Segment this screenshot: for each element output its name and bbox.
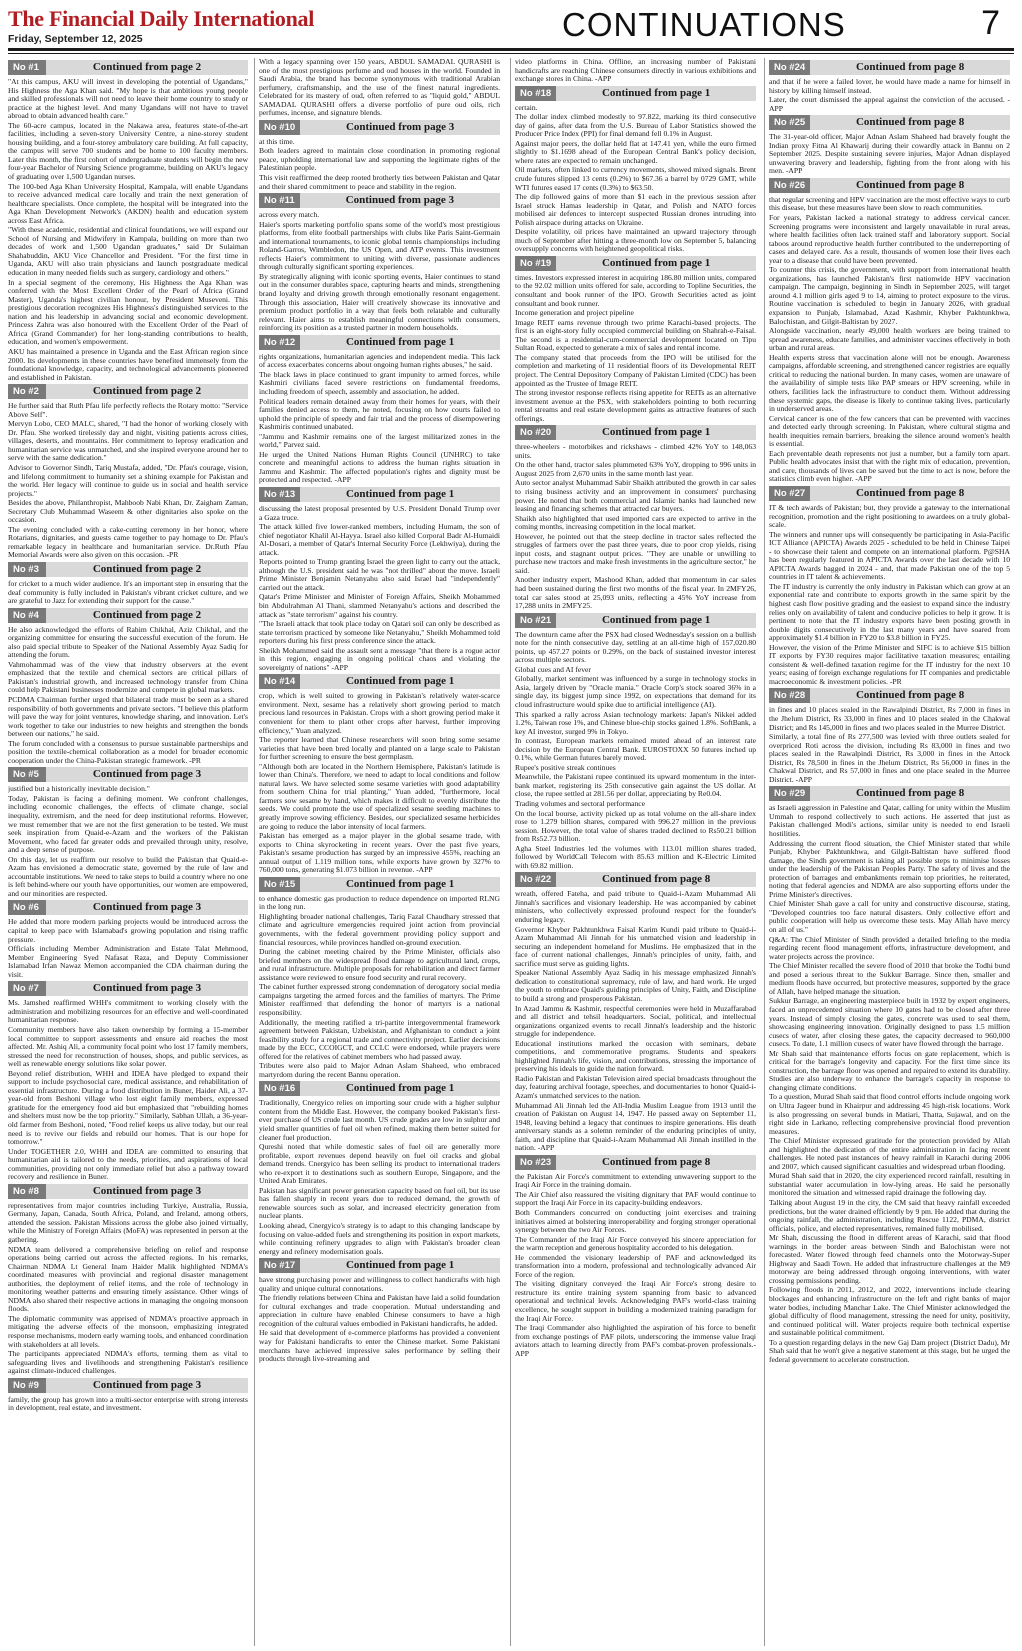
- masthead: [0, 0, 1022, 50]
- article-paragraph: certain.: [515, 102, 538, 112]
- continuation-number: No #17: [259, 1258, 300, 1273]
- article-paragraph: The Chief Minister expressed gratitude for the protection provided by Allah and highlighted the dedication of the entire administration in facing recent challenges. He noted past instances of heavy rainfall in Karachi during 2006 and 2007, which caused significant casualties and widespread urban flooding.: [769, 1136, 1010, 1171]
- column-2: [254, 58, 500, 1646]
- article-paragraph: that regular screening and HPV vaccination are the most effective ways to curb this disease, but these measures have been slow to reach communities.: [769, 194, 1010, 213]
- continuation-title: Continued from page 3: [345, 120, 455, 133]
- article-paragraph: Global cues and AI fever: [515, 664, 591, 674]
- article-paragraph: in fines and 10 places sealed in the Rawalpindi District, Rs 7,000 in fines in the Jhelum District, Rs 33,000 in fines and 10 places sealed in the Chakwal District; and Rs 145,000 in fines and two places sealed in the Murree District.: [769, 705, 1010, 732]
- article-paragraph: rights organizations, humanitarian agencies and independent media. This lack of access exacerbates concerns about ongoing human rights abuses," he said.: [259, 351, 500, 370]
- article-paragraph: The diplomatic community was apprised of NDMA's proactive approach in mitigating the adverse effects of the monsoon, emphasizing integrated response mechanisms, modern early warning tools, and enhanced coordination with stakeholders at all levels.: [8, 1313, 248, 1349]
- continuation-header: [259, 877, 500, 892]
- continuation-number: No #15: [259, 877, 300, 892]
- continuation-title: Continued from page 1: [601, 426, 711, 439]
- article-paragraph: Both leaders agreed to maintain close coordination in promoting regional peace, upholding international law and supporting the legitimate rights of the Palestinian people.: [259, 146, 500, 173]
- article-paragraph: Following floods in 2011, 2012, and 2022, interventions include clearing blockages and enhancing infrastructure on the left and right banks of major water bodies, including Manchar Lake. The Chief Minister acknowledged the global difficulty of flood management, stressing the need for unity, positivity, and continued political will. Water projects require both technical expertise and sustainable political commitment.: [769, 1285, 1010, 1338]
- article-paragraph: Radio Pakistan and Pakistan Television aired special broadcasts throughout the day, featuring archival footage, speeches, and documentaries to honor Quaid-i-Azam's unmatched services to the nation.: [515, 1073, 756, 1100]
- article-paragraph: On this day, let us reaffirm our resolve to build the Pakistan that Quaid-e-Azam has envisioned a democratic state, governed by the rule of law and accountable institutions. We need to take steps to build a country where no one is left behind-where our youth have opportunities, our women are empowered, and our minorities are respected.: [8, 854, 248, 898]
- article-paragraph: To a question regarding delays in the new Gaj Dam project (District Dadu), Mr Shah said that he won't give a negative statement at this stage, but he urged the federal government to accelerate construction.: [769, 1337, 1010, 1364]
- continuation-article: [259, 1258, 500, 1363]
- article-paragraph: The forum concluded with a consensus to pursue sustainable partnerships and position the textile-chemical collaboration as a model for broader economic cooperation under the China-Pakistan strategic framework. -PR: [8, 738, 248, 765]
- article-paragraph: Traditionally, Cnergyico relies on importing sour crude with a higher sulphur content from the Middle East. However, the company booked Pakistan's first-ever purchase of US crude last month. US crude grades are low in sulphur and yield smaller quantities of fuel oil when refined, making them better suited for cleaner fuel production.: [259, 1098, 500, 1142]
- continuation-title: Continued from page 2: [92, 562, 202, 575]
- continuation-number: No #22: [515, 872, 556, 887]
- continuation-number: No #4: [8, 608, 46, 623]
- article-paragraph: The dip followed gains of more than $1 each in the previous session after Israel struck Hamas leadership in Qatar, and Polish and NATO forces mobilised air defences to intercept suspected Russian drones intruding into Polish airspace during attacks on Ukraine.: [515, 192, 756, 227]
- article-paragraph: "At this campus, AKU will invest in developing the potential of Ugandans," His Highness the Aga Khan said. "My hope is that ambitious young people and skilled professionals will not need to leave their home country to study or practice at the highest level. And many Ugandans will not have to travel abroad to obtain advanced health care.": [8, 77, 248, 121]
- continuation-header: [769, 688, 1010, 703]
- continuation-title: Continued from page 1: [601, 256, 711, 269]
- article-paragraph: AKU has maintained a presence in Uganda and the East African region since 2000. Its developments in these countries have benefited immensely from the foundational knowledge, capacity, and technological advancements pioneered and established in Pakistan.: [8, 346, 248, 382]
- continuation-header: [8, 900, 248, 915]
- page-number: 7: [981, 4, 1000, 42]
- continuation-article: [769, 786, 1010, 1364]
- article-paragraph: During the cabinet meeting chaired by the Prime Minister, officials also briefed members on the widespread flood damage to agricultural land, crops, and rural infrastructure. Multiple proposals for rehabilitation and direct farmer assistance were reviewed to ensure food security and rural recovery.: [259, 947, 500, 982]
- continuation-header: [259, 674, 500, 689]
- continuation-title: Continued from page 3: [92, 768, 202, 781]
- article-paragraph: "Although both are located in the Northern Hemisphere, Pakistan's latitude is lower than China's. Therefore, we need to adapt to local conditions and follow natural laws. We have selected some sesame varieties with good adaptability from southern China for trial planting," Yuan added, "furthermore, local farmers sow sesame by hand, which makes it difficult to evenly distribute the seeds. We could promote the use of specialized sesame seeding machines to greatly improve sowing efficiency. Besides, our specialized sesame herbicides are going to reduce the labor intensity of local farmers.: [259, 761, 500, 831]
- article-paragraph: The 60-acre campus, located in the Nakawa area, features state-of-the-art facilities, including a seven-story University Centre, a nine-storey student housing building, and a four-storey ambulatory care building. At full capacity, the campus will serve 700 students and be home to 100 faculty members. Later this month, the first cohort of undergraduate students will begin the new four-year Bachelor of Nursing Science programme, building on AKU's legacy of graduating over 1,500 Ugandan nurses.: [8, 120, 248, 182]
- article-paragraph: Under TOGETHER 2.0, WHH and IDEA are committed to ensuring that humanitarian aid is tailored to the needs, priorities, and aspirations of local communities, providing not only immediate relief but also a pathway toward recovery and resilience in Buner.: [8, 1146, 248, 1182]
- continuation-title: Continued from page 1: [345, 1082, 455, 1095]
- continuation-title: Continued from page 1: [345, 335, 455, 348]
- article-paragraph: Community members have also taken ownership by forming a 15-member local committee to support assessments and ensure aid reaches the most affected. Mr. Ashiq Ali, a community focal point who lost 17 family members, stressed the need for reconstruction of houses, shops, and public services, as well as renewable energy solutions like solar power.: [8, 1024, 248, 1069]
- continuation-article: [259, 674, 500, 874]
- article-paragraph: Speaker National Assembly Ayaz Sadiq in his message emphasized Jinnah's dedication to constitutional supremacy, rule of law, and hard work. He urged the youth to embrace Quaid's guiding principles of Unity, Faith, and Discipline to build a strong and prosperous Pakistan.: [515, 968, 756, 1003]
- continuation-number: No #29: [769, 786, 810, 801]
- continuation-article: [8, 1184, 248, 1376]
- article-paragraph: Besides the above, Philanthropist, Mahboob Nabi Khan, Dr. Zaigham Zaman, Secretary Club Muhammad Waseem & other dignitaries also spoke on the occasion.: [8, 498, 248, 525]
- continuation-article: [8, 981, 248, 1181]
- continuation-title: Continued from page 8: [601, 873, 711, 886]
- continuation-header: [8, 767, 248, 782]
- article-paragraph: Oil markets, often linked to currency movements, showed mixed signals. Brent crude futures slipped 13 cents (0.2%) to $67.36 a barrel by 0729 GMT, while WTI futures eased 17 cents (0.3%) to $63.50.: [515, 165, 756, 192]
- article-paragraph: This visit reaffirmed the deep rooted brotherly ties between Pakistan and Qatar and their shared commitment to peace and stability in the region.: [259, 173, 500, 191]
- article-paragraph: Chief Minister Shah gave a call for unity and constructive discourse, stating, "Developed countries too face natural disasters. Only collective effort and public cooperation will help us overcome these tests. May Allah have mercy on all of us.": [769, 899, 1010, 935]
- article-paragraph: Cervical cancer is one of the few cancers that can be prevented with vaccines and detected early through screening. In Pakistan, where cultural stigma and health inequities remain barriers, breaking the silence around women's health is essential.: [769, 413, 1010, 449]
- continuation-header: [515, 872, 756, 887]
- article-paragraph: Trading volumes and sectoral performance: [515, 799, 646, 809]
- continuation-header: [769, 178, 1010, 193]
- article-paragraph: Each preventable death represents not just a number, but a family torn apart. Public health advocates insist that with the right mix of education, prevention, and care, thousands of lives can be saved but the time to act is now, before the statistics climb even higher. -APP: [769, 448, 1010, 484]
- article-paragraph: Despite volatility, oil prices have maintained an upward trajectory through much of September after hitting a three-month low on September 5, balancing oversupply concerns with heightened geopolitical risks.: [515, 227, 756, 254]
- continuation-article: [8, 384, 248, 560]
- issue-date: Friday, September 12, 2025: [8, 33, 143, 45]
- article-paragraph: IT & tech awards of Pakistan; but, they provide a gateway to the international recognition, promotion and the right positioning to awardees on a truly global-scale.: [769, 502, 1010, 530]
- article-paragraph: He urged the United Nations Human Rights Council (UNHRC) to take concrete and meaningful actions to address the human rights situation in Jammu and Kashmir. The affected population's rights and dignity must be protected and respected. -APP: [259, 449, 500, 485]
- article-paragraph: Rupee's positive streak continues: [515, 762, 616, 772]
- continuation-number: No #6: [8, 900, 46, 915]
- continuation-number: No #20: [515, 425, 556, 440]
- continuation-title: Continued from page 8: [855, 61, 965, 73]
- continuation-title: Continued from page 8: [855, 486, 965, 499]
- article-paragraph: Advisor to Governor Sindh, Tariq Mustafa, added, "Dr. Pfau's courage, vision, and lifelong commitment to humanity set a shining example for Pakistan and the world. Her legacy will continue to guide us in social and health service projects.": [8, 462, 248, 498]
- continuation-number: No #25: [769, 115, 810, 130]
- article-paragraph: He further said that Ruth Pfau life perfectly reflects the Rotary motto: "Service Above Self".: [8, 401, 248, 419]
- article-paragraph: Beyond relief distribution, WHH and IDEA have pledged to expand their support to include psychosocial care, medical assistance, and rehabilitation of essential infrastructure. During a food distribution in Buner, Haider Ali, a 37-year-old from Beshoni village who lost eight family members, expressed gratitude for the emergency food aid but emphasized that "rebuilding homes and shelters must now be the top priority." Similarly, Sabhan Ullah, a 36-year-old farmer from Beshoni, noted, "Food relief keeps us alive today, but our real need is to revive our fields and rebuild our homes. That is our hope for tomorrow.": [8, 1068, 248, 1147]
- article-paragraph: He also acknowledged the efforts of Rahim Chikhal, Aziz Chikhal, and the organizing committee for ensuring the successful execution of the forum. He also paid special tribute to Speaker of the National Assembly Ayaz Sadiq for attending the forum.: [8, 624, 248, 660]
- continuation-header: [515, 256, 756, 271]
- article-paragraph: Income generation and project pipeline: [515, 308, 634, 318]
- continuation-title: Continued from page 8: [601, 1155, 711, 1168]
- continuation-header: [259, 335, 500, 350]
- newspaper-logo: The Financial Daily International: [8, 6, 315, 31]
- continuation-title: Continued from page 1: [345, 1259, 455, 1272]
- article-paragraph: the Pakistan Air Force's commitment to extending unwavering support to the Iraqi Air Force in the training domain.: [515, 1171, 756, 1190]
- continuation-header: [8, 384, 248, 399]
- article-paragraph: The cabinet further expressed strong condemnation of derogatory social media campaigns targeting the armed forces and the families of martyrs. The Prime Minister reaffirmed that defending the honor of martyrs is a national responsibility.: [259, 982, 500, 1017]
- article-paragraph: The visiting dignitary conveyed the Iraqi Air Force's strong desire to restructure its entire training system spanning from basic to advanced operational and technical levels. Acknowledging PAF's world-class training excellence, he sought support in building a modernized training paradigm for the Iraqi Air Force.: [515, 1279, 756, 1323]
- continuation-header: [769, 60, 1010, 75]
- article-columns: [8, 58, 1014, 1646]
- article-paragraph: He added that more modern parking projects would be introduced across the capital to keep pace with Islamabad's growing population and rising traffic pressure.: [8, 917, 248, 944]
- continuation-title: Continued from page 1: [345, 487, 455, 500]
- article-paragraph: crop, which is well suited to growing in Pakistan's relatively water-scarce environment. Next, sesame has a relatively short growing period to match precious land resources in Pakistan. Crops with a short growing period make it convenient for them to plant other crops after harvest, further improving efficiency," Yuan analyzed.: [259, 691, 500, 735]
- continuation-title: Continued from page 8: [855, 787, 965, 800]
- article-paragraph: for cricket to a much wider audience. It's an important step in ensuring that the deaf community is fully included in Pakistan's vibrant cricket culture, and we are grateful to Jazz for extending their support for the cause.": [8, 578, 248, 606]
- article-paragraph: Talking about August 19 in the city, the CM said that heavy rainfall exceeded predictions, but the water drained efficiently by 9 pm. He added that during the ongoing rainfall, the administration, including Rescue 1122, PDMA, district officials, police, and elected representatives, remained fully mobilised.: [769, 1197, 1010, 1233]
- article-paragraph: Globally, market sentiment was influenced by a surge in technology stocks in Asia, largely driven by "Oracle mania." Oracle Corp's stock soared 36% in a single day, its biggest jump since 1992, on expectations that demand for its cloud infrastructure would spike due to artificial intelligence (AI).: [515, 674, 756, 709]
- article-paragraph: The 100-bed Aga Khan University Hospital, Kampala, will enable Ugandans to receive advanced medical care locally and train the next generation of healthcare specialists. Once complete, the hospital will be integrated into the Aga Khan Development Network's (AKDN) health and education system across East Africa.: [8, 181, 248, 225]
- continuation-article: [259, 877, 500, 1079]
- article-paragraph: Agha Steel Industries led the volumes with 113.01 million shares traded, followed by WorldCall Telecom with 85.63 million and K-Electric Limited with 69.82 million.: [515, 843, 756, 870]
- article-paragraph: The evening concluded with a cake-cutting ceremony in her honor, where Rotarians, dignitaries, and guests came together to pay homage to Dr. Pfau's remarkable legacy in healthcare and humanitarian service. Dr.Ruth Pfau Memorial Awards were also given on this occasion. -PR: [8, 524, 248, 560]
- continuation-title: Continued from page 1: [601, 86, 711, 99]
- continuation-number: No #9: [8, 1378, 46, 1393]
- article-paragraph: The company stated that proceeds from the IPO will be utilised for the completion and marketing of 11 residential floors of its Developmental REIT project. The Central Depository Company of Pakistan Limited (CDC) has been appointed as the Trustee of Image REIT.: [515, 352, 756, 388]
- article-paragraph: Governor Khyber Pakhtunkhwa Faisal Karim Kundi paid tribute to Quaid-i-Azam Muhammad Ali Jinnah for his unmatched vision and leadership in securing an independent homeland for Muslims. He emphasized that in the face of current national challenges, Jinnah's principles of unity, faith, and sacrifice must serve as guiding lights.: [515, 924, 756, 968]
- article-paragraph: The attack killed five lower-ranked members, including Humam, the son of chief negotiator Khalil Al-Hayya. Israel also killed Corporal Badr Al-Humaidi Al-Dosari, a member of Qatar's Internal Security Force (Lekhwiya), during the attack.: [259, 522, 500, 557]
- section-title: CONTINUATIONS: [562, 6, 846, 43]
- continuation-header: [259, 193, 500, 208]
- article-paragraph: Q&A: The Chief Minister of Sindh provided a detailed briefing to the media regarding recent flood management efforts, infrastructure development, and water projects across the province.: [769, 934, 1010, 961]
- article-paragraph: However, the vision of the Prime Minister and SIFC is to achieve $15 billion IT exports by FY30 requires major facilitative taxation measures; entailing consistent & well-defined taxation regime for the IT industry for the next 10 years; easing of foreign exchange regulations for IT companies and predictable macroeconomic & investment policies. -PR: [769, 642, 1010, 686]
- continuation-article: [8, 900, 248, 979]
- continuation-title: Continued from page 3: [92, 901, 202, 914]
- article-paragraph: The winners and runner ups will consequently be participating in Asia-Pacific ICT Alliance (APICTA) Awards 2025 - scheduled to be held in Chinese Taipei - to showcase their talent and compete on an international platform. P@SHA has been regularly featured in APICTA Awards over the last decade with 10 APICTA Awards bagged in 2024 - and, that made Pakistan one of the top 5 countries in IT talent & achievements.: [769, 529, 1010, 582]
- continuation-article: [769, 115, 1010, 176]
- continuation-number: No #26: [769, 178, 810, 193]
- continuation-number: No #1: [8, 60, 46, 75]
- article-paragraph: Alongside vaccination, nearly 49,000 health workers are being trained to spread awareness, educate families, and administer vaccines effectively in both urban and rural areas.: [769, 326, 1010, 353]
- article-paragraph: In Azad Jammu & Kashmir, respectful ceremonies were held in Muzaffarabad and all district and tehsil headquarters. Social, political, and intellectual organizations organized events to recall Jinnah's leadership and the historic struggle for independence.: [515, 1003, 756, 1039]
- continuation-header: [8, 1378, 248, 1393]
- article-paragraph: On the local bourse, activity picked up as total volume on the all-share index rose to 1.279 billion shares, compared with 996.27 million in the previous session. However, the total value of shares traded declined to Rs50.21 billion from Rs52.73 billion.: [515, 808, 756, 844]
- continuation-header: [259, 1081, 500, 1096]
- continuation-article: [769, 60, 1010, 113]
- article-paragraph: and that if he were a failed lover, he would have made a name for himself in history by killing himself instead.: [769, 77, 1010, 95]
- article-paragraph: In contrast, European markets remained muted ahead of an interest rate decision by the European Central Bank. EUROSTOXX 50 futures inched up 0.1%, while German futures barely moved.: [515, 736, 756, 763]
- continuation-article: [515, 256, 756, 423]
- continuation-title: Continued from page 2: [92, 385, 202, 398]
- continuation-article: [259, 193, 500, 333]
- continuation-number: No #13: [259, 487, 300, 502]
- continuation-number: No #19: [515, 256, 556, 271]
- article-paragraph: The participants appreciated NDMA's efforts, terming them as vital to safeguarding lives and livelihoods and strengthening Pakistan's resilience against climate-induced challenges.: [8, 1349, 248, 1376]
- article-paragraph: PCDMA Chairman further urged that bilateral trade must be seen as a shared responsibility of both governments and private sectors. "I believe this platform will pave the way for joint ventures, knowledge sharing, and innovation. Let's work together to take our industries to new heights and strengthen the bonds between our nations," he said.: [8, 695, 248, 739]
- article-paragraph: Today, Pakistan is facing a defining moment. We confront challenges, including economic challenges, the effects of climate change, social inequality, extremism, and the need for deep institutional reforms. However, we must remember that we are not the first generation to be tested. We must seek inspiration from Quaid-e-Azam and the workers of the Pakistan Movement, who faced far greater odds and prevailed through unity, resolve, and a deep sense of purpose.: [8, 793, 248, 855]
- article-paragraph: Political leaders remain detained away from their homes for years, with their families denied access to them, he noted, focusing on how courts failed to uphold the principle of speedy and fair trial and the process of disempowering Kashmiris continued unabated.: [259, 396, 500, 432]
- article-paragraph: The Iraqi Commander also highlighted the aspiration of his force to benefit from exchange postings of PAF pilots, underscoring the immense value Iraqi aviators attach to learning directly from PAF's combat-proven professionals.-APP: [515, 1323, 756, 1358]
- article-paragraph: Reports pointed to Trump granting Israel the green light to carry out the attack, although the U.S. president said he was "not thrilled" about the move. Israeli Prime Minister Benjamin Netanyahu also said Israel had "independently" carried out the attack.: [259, 557, 500, 592]
- article-paragraph: Highlighting broader national challenges, Tariq Fazal Chaudhary stressed that climate and agriculture emergencies required joint action from provincial governments, with the federal government providing policy support and financial resources, while provinces handled on-ground execution.: [259, 911, 500, 947]
- article-paragraph: Health experts stress that vaccination alone will not be enough. Awareness campaigns, affordable screening, and strengthened cancer registries are equally critical to reducing the national burden. In many cases, women are unaware of the availability of simple tests like PAP smears or HPV screening, while in others, facilities lack the infrastructure to conduct them. Without addressing these systemic gaps, the disease is likely to continue taking lives, particularly in underserved areas.: [769, 352, 1010, 414]
- continuation-title: Continued from page 1: [345, 877, 455, 890]
- continuation-article: [515, 58, 756, 84]
- article-paragraph: "With these academic, residential and clinical foundations, we will expand our School of Nursing and Midwifery in Kampala, building on more than two decades of work and 1,500 Ugandan graduates," said Dr Sulaiman Shahabuddin, AKU Vice Chancellor and President. "For the first time in Uganda, AKU will also train physicians and launch postgraduate medical education in many needed fields such as surgery, cardiology and others.": [8, 225, 248, 278]
- article-paragraph: across every match.: [259, 210, 320, 220]
- continuation-number: No #12: [259, 335, 300, 350]
- article-paragraph: For years, Pakistan lacked a national strategy to address cervical cancer. Screening programs were inconsistent and largely unavailable in rural areas, where health facilities often lack trained staff and laboratory support. Social taboos around reproductive health further contributed to the underreporting of cases and delayed care. As a result, thousands of women lose their lives each year to a disease that could have been prevented.: [769, 213, 1010, 265]
- article-paragraph: Shaikh also highlighted that used imported cars are expected to arrive in the coming months, increasing competition in the local market.: [515, 513, 756, 532]
- article-paragraph: discussing the latest proposal presented by U.S. President Donald Trump over a Gaza truce.: [259, 503, 500, 522]
- article-paragraph: Mervyn Lobo, CEO MALC, shared, "I had the honor of working closely with Dr. Pfau. She worked tirelessly day and night, visiting patients across cities, villages, deserts, and mountains. Her commitment to leprosy eradication and humanitarian service was unmatched, and she inspired everyone around her to serve with the same dedication.": [8, 419, 248, 463]
- article-paragraph: Pakistan has emerged as a major player in the global sesame trade, with exports to China skyrocketing in recent years. Over the past five years, Pakistan's sesame production has surged by an impressive 455%, reaching an annual output of 1.119 million tons, while exports have grown by 327% to 760,000 tons, generating $1.073 billion in revenue. -APP: [259, 831, 500, 875]
- continuation-number: No #11: [259, 193, 300, 208]
- continuation-header: [259, 487, 500, 502]
- article-paragraph: On the other hand, tractor sales plummeted 63% YoY, dropping to 996 units in August 2025 from 2,670 units in the same month last year.: [515, 460, 756, 478]
- continuation-number: No #21: [515, 613, 556, 628]
- article-paragraph: Qatar's Prime Minister and Minister of Foreign Affairs, Sheikh Mohammed bin Abdulrahman Al Thani, slammed Netanyahu's actions and described the attack as "state terrorism" against his country.: [259, 592, 500, 619]
- article-paragraph: With a legacy spanning over 150 years, ABDUL SAMADAL QURASHI is one of the most prestigious perfume and oud houses in the world. Founded in Saudi Arabia, the brand has become synonymous with traditional Arabian perfumery, craftsmanship, and the use of the finest natural ingredients. Celebrated for its mastery of oud, often referred to as "liquid gold," ABDUL SAMADAL QURASHI offers a diverse portfolio of pure oud oils, rich perfumes, incense, and signature blends.: [259, 58, 500, 118]
- continuation-number: No #27: [769, 486, 810, 501]
- article-paragraph: Auto sector analyst Muhammad Sabir Shaikh attributed the growth in car sales to rising business activity and an improvement in consumers' purchasing power. He noted that both commercial and Islamic banks had launched new leasing and financing schemes that attracted car buyers.: [515, 478, 756, 514]
- continuation-title: Continued from page 3: [92, 1184, 202, 1197]
- article-paragraph: representatives from major countries including Turkiye, Australia, Russia, Germany, Japan, Canada, South Africa, Poland, and Ireland, among others, attended the session. Pakistan Missions across the globe also joined virtually, while the Ministry of Foreign Affairs (MoFA) was represented in person at the gathering.: [8, 1200, 248, 1244]
- continuation-header: [8, 1184, 248, 1199]
- article-paragraph: To a question, Murad Shah said that flood control efforts include ongoing work on Ultra Jageer bund in Khairpur and addressing 45 high-risk locations. Work is also progressing on several bunds in Matiari, Thatta, Sujawal, and on the right side in Larkano, reflecting comprehensive provincial flood prevention measures.: [769, 1092, 1010, 1136]
- article-paragraph: NDMA team delivered a comprehensive briefing on relief and response operations being carried out across the affected regions. In his remarks, Chairman NDMA Lt General Inam Haider Malik highlighted NDMA's coordinated measures with provincial and regional disaster management authorities, the deployment of relief items, and the role of technology in monitoring weather patterns and ensuring timely assistance. Other wings of NDMA also shared their respective actions in managing the ongoing monsoon floods.: [8, 1244, 248, 1314]
- article-paragraph: The strong investor response reflects rising appetite for REITs as an alternative investment avenue at the PSX, with stakeholders pointing to both recurring rental streams and real estate development gains as attractive features of such offerings.: [515, 388, 756, 423]
- article-paragraph: justified but a historically inevitable decision.": [8, 784, 150, 794]
- article-paragraph: three-wheelers - motorbikes and rickshaws - climbed 42% YoY to 148,063 units.: [515, 442, 756, 460]
- continuation-header: [769, 786, 1010, 801]
- continuation-title: Continued from page 8: [855, 116, 965, 129]
- article-paragraph: Similarly, a total fine of Rs 277,500 was levied with three outlets sealed for overpriced Roti across the division, including Rs 83,000 in fines and two places sealed in the Rawalpindi District, Rs 3,000 in fines in the Attock District, Rs 78,500 in fines in the Jhelum District, Rs 56,000 in fines in the Chakwal District, and Rs 57,000 in fines and one place sealed in the Murree District. -APP: [769, 732, 1010, 784]
- continuation-article: [8, 562, 248, 606]
- article-paragraph: The Chief Minister recalled the severe flood of 2010 that broke the Todhi bund and posed a serious threat to the Sukkur Barrage. Since then, smaller and medium floods have occurred, but protective measures, supported by the grace of Allah, have helped manage the situation.: [769, 961, 1010, 996]
- article-paragraph: This sparked a rally across Asian technology markets: Japan's Nikkei added 1.2%, Taiwan rose 1%, and Chinese blue-chip stocks gained 1.8%. SoftBank, a key AI investor, surged 9% in Tokyo.: [515, 709, 756, 736]
- article-paragraph: The 31-year-old officer, Major Adnan Aslam Shaheed had bravely fought the Indian proxy Fitna Al Khawarij during their cowardly attack in Bannu on 2 September 2025. Despite sustaining severe injuries, Major Adnan displayed unwavering bravery and leadership, fighting from the front along with his men. -APP: [769, 132, 1010, 176]
- continuation-number: No #7: [8, 981, 46, 996]
- continuation-title: Continued from page 3: [345, 194, 454, 207]
- article-paragraph: have strong purchasing power and willingness to collect handicrafts with high quality and unique cultural connotations.: [259, 1275, 500, 1293]
- article-paragraph: Sheikh Mohammed said the assault sent a message "that there is a rogue actor in this region, engaging in ongoing political chaos and violating the sovereignty of nations" -APP: [259, 645, 500, 672]
- continuation-number: No #5: [8, 767, 46, 782]
- continuation-title: Continued from page 2: [92, 608, 202, 621]
- article-paragraph: Image REIT earns revenue through two prime Karachi-based projects. The first is an eight-story fully occupied commercial building on Shahrah-e-Faisal. The second is a residential-cum-commercial development located on Tipu Sultan Road, expected to generate a mix of sales and rental income.: [515, 317, 756, 353]
- continuation-article: [515, 872, 756, 1152]
- continuation-number: No #8: [8, 1184, 46, 1199]
- article-paragraph: The black laws in place continued to grant impunity to armed forces, while Kashmiri civilians faced severe restrictions on fundamental freedoms, including freedom of speech, assembly and association, he added.: [259, 369, 500, 396]
- article-paragraph: However, he pointed out that the steep decline in tractor sales reflected the struggles of farmers over the past three years, due to poor crop yields, rising input costs, and stagnant output prices. "They are unable or unwilling to purchase new tractors and make fresh investments in the agriculture sector," he said.: [515, 531, 756, 575]
- article-paragraph: Another industry expert, Mashood Khan, added that momentum in car sales had been sustained during the first two months of the fiscal year. In 2MFY26, total car sales stood at 25,093 units, reflecting a 45% YoY increase from 17,288 units in 2MFY25.: [515, 575, 756, 611]
- article-paragraph: The Air Chief also reassured the visiting dignitary that PAF would continue to support the Iraqi Air Force in its capacity-building endeavors.: [515, 1189, 756, 1208]
- continuation-title: Continued from page 3: [92, 1378, 202, 1391]
- article-paragraph: Qureshi noted that while domestic sales of fuel oil are generally more profitable, export revenues depend heavily on fuel oil cracks and global demand trends. Cnergyico has been selling its product to international traders who re-export it to destinations such as southern Europe, Singapore, and the United Arab Emirates.: [259, 1142, 500, 1186]
- continuation-header: [515, 613, 756, 628]
- continuation-number: No #10: [259, 120, 300, 135]
- continuation-title: Continued from page 1: [601, 613, 711, 626]
- continuation-article: [515, 613, 756, 871]
- continuation-header: [259, 1258, 500, 1273]
- continuation-header: [8, 60, 248, 75]
- continuation-title: Continued from page 3: [92, 982, 202, 995]
- continuation-number: No #16: [259, 1081, 300, 1096]
- continuation-article: [769, 486, 1010, 686]
- article-paragraph: Tributes were also paid to Major Adnan Aslam Shaheed, who embraced martyrdom during the recent Bannu operation.: [259, 1061, 500, 1079]
- continuation-title: Continued from page 8: [855, 689, 965, 702]
- continuation-number: No #18: [515, 86, 556, 101]
- article-paragraph: The downturn came after the PSX had closed Wednesday's session on a bullish note for the ninth consecutive day, settling at an all-time high of 157,020.80 points, up 457.27 points or 0.29%, on the back of sustained investor interest across multiple sectors.: [515, 629, 756, 665]
- continuation-header: [8, 608, 248, 623]
- article-paragraph: Additionally, the meeting ratified a tri-partite intergovernmental framework agreement between Pakistan, Uzbekistan, and Afghanistan to conduct a joint feasibility study for a regional trade and connectivity project. Earlier decisions made by the ECC, CCOIGCT, and CCLC were endorsed, while prayers were offered for the relatives of cabinet members who had passed away.: [259, 1017, 500, 1061]
- article-paragraph: video platforms in China. Offline, an increasing number of Pakistani handicrafts are reaching Chinese consumers directly in various exhibitions and exchange stores in China. -APP: [515, 58, 756, 84]
- continuation-title: Continued from page 2: [92, 61, 202, 73]
- continuation-header: [515, 86, 756, 101]
- continuation-article: [259, 1081, 500, 1256]
- article-paragraph: By strategically aligning with iconic sporting events, Haier continues to stand out in the consumer durables space, capturing hearts and minds, strengthening brand loyalty and driving growth through emotionally resonant engagement. Through this association, Haier will creatively showcase its innovative and premium product portfolio in a way that feels both relatable and culturally relevant. Haier aims to establish meaningful connections with consumers, reinforcing its position as a trusted partner in modern households.: [259, 271, 500, 333]
- continuation-article: [515, 86, 756, 254]
- continuation-header: [259, 120, 500, 135]
- article-paragraph: Mr Shah said that maintenance efforts focus on gate replacement, which is critical for the barrage's longevity and capacity. For the first time since its construction, the barrage floor was opened and repaired to extend its durability. Studies are also underway to enhance the barrage's capacity in response to changing climate conditions.: [769, 1048, 1010, 1092]
- column-1: [8, 58, 248, 1646]
- continuation-article: [8, 1378, 248, 1413]
- continuation-article: [259, 120, 500, 191]
- article-paragraph: The dollar index climbed modestly to 97.822, marking its third consecutive day of gains, after data from the U.S. Bureau of Labor Statistics showed the Producer Price Index (PPI) for final demand fell 0.1% in August.: [515, 112, 756, 139]
- continuation-number: No #24: [769, 60, 810, 75]
- article-paragraph: Meanwhile, the Pakistani rupee continued its upward momentum in the inter-bank market, registering its 25th consecutive gain against the US dollar. At close, the rupee settled at 281.56 per dollar, appreciating by Re0.04.: [515, 772, 756, 799]
- continuation-article: [8, 767, 248, 898]
- article-paragraph: as Israeli aggression in Palestine and Qatar, calling for unity within the Muslim Ummah to respond collectively to such actions. He asserted that just as Pakistan challenged Modi's actions, similar unity is needed to end Israeli hostilities.: [769, 803, 1010, 839]
- article-paragraph: Looking ahead, Cnergyico's strategy is to adapt to this changing landscape by focusing on value-added fuels and strengthening its position in export markets, while continuing refinery upgrades to align with Pakistan's broader clean energy and refinery modernisation goals.: [259, 1220, 500, 1256]
- continuation-number: No #3: [8, 562, 46, 577]
- article-paragraph: wreath, offered Fateha, and paid tribute to Quaid-i-Azam Muhammad Ali Jinnah's sacrifices and visionary leadership. He was accompanied by cabinet ministers, who collectively expressed profound respect for the founder's enduring legacy.: [515, 889, 756, 925]
- article-paragraph: Both Commanders concurred on conducting joint exercises and training initiatives aimed at bolstering interoperability and forging stronger operational synergy between the two Air Forces.: [515, 1207, 756, 1235]
- article-paragraph: "Jammu and Kashmir remains one of the largest militarized zones in the world," Parvez said.: [259, 431, 500, 450]
- article-paragraph: To counter this crisis, the government, with support from international health organizations, has launched Pakistan's first nationwide HPV vaccination campaign. The campaign, beginning in Sindh in September 2025, will target around 4.1 million girls aged 9 to 14, aiming to protect exposure to the virus. Routine vaccination is scheduled to begin in January 2026, with gradual expansion to Punjab, Islamabad, Azad Kashmir, Khyber Pakhtunkhwa, Balochistan, and Gilgit-Baltistan by 2027.: [769, 265, 1010, 326]
- article-paragraph: times. Investors expressed interest in acquiring 186.80 million units, compared to the 92.02 million units offered for sale, according to Topline Securities, the consultant and book runner of the IPO. Growth Securities acted as joint consultant and book runner.: [515, 272, 756, 308]
- article-paragraph: family, the group has grown into a multi-sector enterprise with strong interests in development, real estate, and investment.: [8, 1394, 248, 1413]
- article-paragraph: The Commander of the Iraqi Air Force conveyed his sincere appreciation for the warm reception and generous hospitality accorded to his delegation.: [515, 1234, 756, 1253]
- article-paragraph: In a special segment of the ceremony, His Highness the Aga Khan was conferred with the Most Excellent Order of the Pearl of Africa (Grand Master), Uganda's highest civilian honour, by President Museveni. This prestigious decoration recognizes His Highness's distinguished services to the nation and his leadership in advancing social and economic development. Princess Zahra was also honoured with the Excellent Order of the Pearl of Africa (Grand Commander) for her long-standing contributions to health, education, and women's empowerment.: [8, 277, 248, 347]
- continuation-header: [8, 981, 248, 996]
- header-rule-thin: [8, 53, 1014, 54]
- article-paragraph: Against major peers, the dollar held flat at 147.41 yen, while the euro firmed slightly to $1.1698 ahead of the European Central Bank's policy decision, where rates are expected to remain unchanged.: [515, 138, 756, 165]
- article-paragraph: Pakistan has significant power generation capacity based on fuel oil, but its use has fallen sharply in recent years due to reduced demand, the growth of renewable sources such as solar, and increased electricity generation from nuclear plants.: [259, 1185, 500, 1221]
- continuation-header: [769, 486, 1010, 501]
- continuation-article: [8, 60, 248, 382]
- article-paragraph: Sukkur Barrage, an engineering masterpiece built in 1932 by expert engineers, faced an unprecedented situation where 10 gates had to be closed after three years. Instead of simply closing the gates, concrete was used to seal them, showcasing engineering innovation. Originally designed to pass 1.5 million cusecs of water, after closing these gates, the capacity decreased to 960,000 cusecs. To date, 1.1 million cusecs of water have flowed through the barrage.: [769, 996, 1010, 1049]
- continuation-number: No #14: [259, 674, 300, 689]
- article-paragraph: The reporter learned that Chinese researchers will soon bring some sesame varieties that have been bred locally and planted on a large scale to Pakistan for further screening to ensure the best germplasm.: [259, 735, 500, 762]
- article-paragraph: The IT industry is currently the only industry in Pakistan which can grow at an exponential rate and contribute to exports growth in the same spirit by the highest cash flow positive grading and the easiest to expand since the industry relies only on availability of talent and conducive policies to help it grow. It is pertinent to note that the IT industry exports have been posting growth in double digits consecutively in the last many years and have soared from approximately $1.4 billion in FY20 to $3.8 billion in FY25.: [769, 581, 1010, 643]
- continuation-header: [515, 425, 756, 440]
- article-paragraph: Educational institutions marked the occasion with seminars, debate competitions, and commemorative programs. Students and speakers highlighted Jinnah's life, vision, and contributions, stressing the importance of preserving his ideals to guide the nation forward.: [515, 1038, 756, 1074]
- article-paragraph: Ms. Jamshed reaffirmed WHH's commitment to working closely with the administration and mobilizing resources for an effective and well-coordinated humanitarian response.: [8, 998, 248, 1025]
- article-paragraph: at this time.: [259, 136, 295, 146]
- column-3: [510, 58, 756, 1646]
- article-paragraph: He said that development of e-commerce platforms has provided a convenient way for Pakistani handicrafts to enter the Chinese market. Some Pakistani merchants have achieved impressive sales performance by selling their products through live-streaming and: [259, 1328, 500, 1364]
- column-4: [764, 58, 1010, 1646]
- continuation-number: No #2: [8, 384, 46, 399]
- header-rule: [8, 48, 1014, 51]
- article-paragraph: Vahmohammad was of the view that industry observers at the event emphasized that the textile and chemical sectors are critical pillars of Pakistan's industrial growth, and increased technology transfer from China could help Pakistani businesses modernize and compete in global markets.: [8, 659, 248, 695]
- article-paragraph: to enhance domestic gas production to reduce dependence on imported RLNG in the long run.: [259, 893, 500, 912]
- continuation-header: [769, 115, 1010, 130]
- continuation-article: [8, 608, 248, 766]
- article-paragraph: Later, the court dismissed the appeal against the conviction of the accused. -APP: [769, 95, 1010, 113]
- continuation-title: Continued from page 1: [345, 675, 455, 688]
- continuation-article: [515, 1155, 756, 1358]
- continuation-title: Continued from page 8: [855, 178, 965, 191]
- article-paragraph: Muhammad Ali Jinnah led the All-India Muslim League from 1913 until the creation of Pakistan on August 14, 1947. He passed away on September 11, 1948, leaving behind a legacy that continues to inspire generations. His death anniversary stands as a solemn reminder of the enduring principles of unity, faith, and discipline that Quaid-i-Azam Muhammad Ali Jinnah instilled in the nation. -APP: [515, 1100, 756, 1153]
- continuation-article: [259, 58, 500, 118]
- continuation-article: [259, 335, 500, 485]
- article-paragraph: Addressing the current flood situation, the Chief Minister stated that while Punjab, Khyber Pakhtunkhwa, and Gilgit-Baltistan have suffered flood damage, the Sindh government is taking all possible steps to minimise losses under the leadership of the Pakistan Peoples Party. The safety of lives and the protection of barrages and embankments remain top priorities, he reiterated, noting that federal agencies and NDMA are also supporting efforts under the Prime Minister's directives.: [769, 838, 1010, 899]
- article-paragraph: Mr Shah, discussing the flood in different areas of Karachi, said that flood warnings in the border areas between Sindh and Balochistan were not forecasted. Water flowed through feed channels onto the Motorway-Super Highway and Saadi Town. He added that infrastructure challenges at the M9 motorway are being addressed through ongoing interventions, with water crossing permissions pending.: [769, 1233, 1010, 1285]
- continuation-header: [515, 1155, 756, 1170]
- continuation-number: No #28: [769, 688, 810, 703]
- continuation-article: [769, 178, 1010, 484]
- continuation-article: [515, 425, 756, 610]
- article-paragraph: "The Israeli attack that took place today on Qatari soil can only be described as state terrorism practiced by someone like Netanyahu," Sheikh Mohammed told reporters during his first press conference since the attack.: [259, 619, 500, 646]
- continuation-number: No #23: [515, 1155, 556, 1170]
- article-paragraph: Officials including Member Administration and Estate Talat Mehmood, Member Engineering Syed Nafasat Raza, and Deputy Commissioner Islamabad Irfan Nawaz Memon accompanied the CDA chairman during the visit.: [8, 944, 248, 979]
- article-paragraph: Haier's sports marketing portfolio spans some of the world's most prestigious platforms, from elite football partnerships with clubs like Paris Saint-Germain and international tournaments, to iconic global tennis championships including Roland-Garros, Wimbledon, the US Open, and ATP events. This investment reflects Haier's commitment to uniting with diverse, passionate audiences through culturally significant sporting experiences.: [259, 219, 500, 272]
- continuation-header: [8, 562, 248, 577]
- continuation-article: [769, 688, 1010, 784]
- article-paragraph: The friendly relations between China and Pakistan have laid a solid foundation for cultural exchanges and trade cooperation. Mutual understanding and appreciation in culture have enabled Chinese consumers to have a high recognition of the cultural values embodied in Pakistani handicrafts, he added.: [259, 1293, 500, 1328]
- continuation-article: [259, 487, 500, 672]
- article-paragraph: He commended the visionary leadership of PAF and acknowledged its transformation into a modern, professional and technologically advanced Air Force of the region.: [515, 1252, 756, 1279]
- article-paragraph: Murad Shah said that in 2020, the city experienced record rainfall, resulting in substantial water accumulation in low-lying areas. He said he personally monitored the situation and witnessed rapid drainage the following day.: [769, 1171, 1010, 1198]
